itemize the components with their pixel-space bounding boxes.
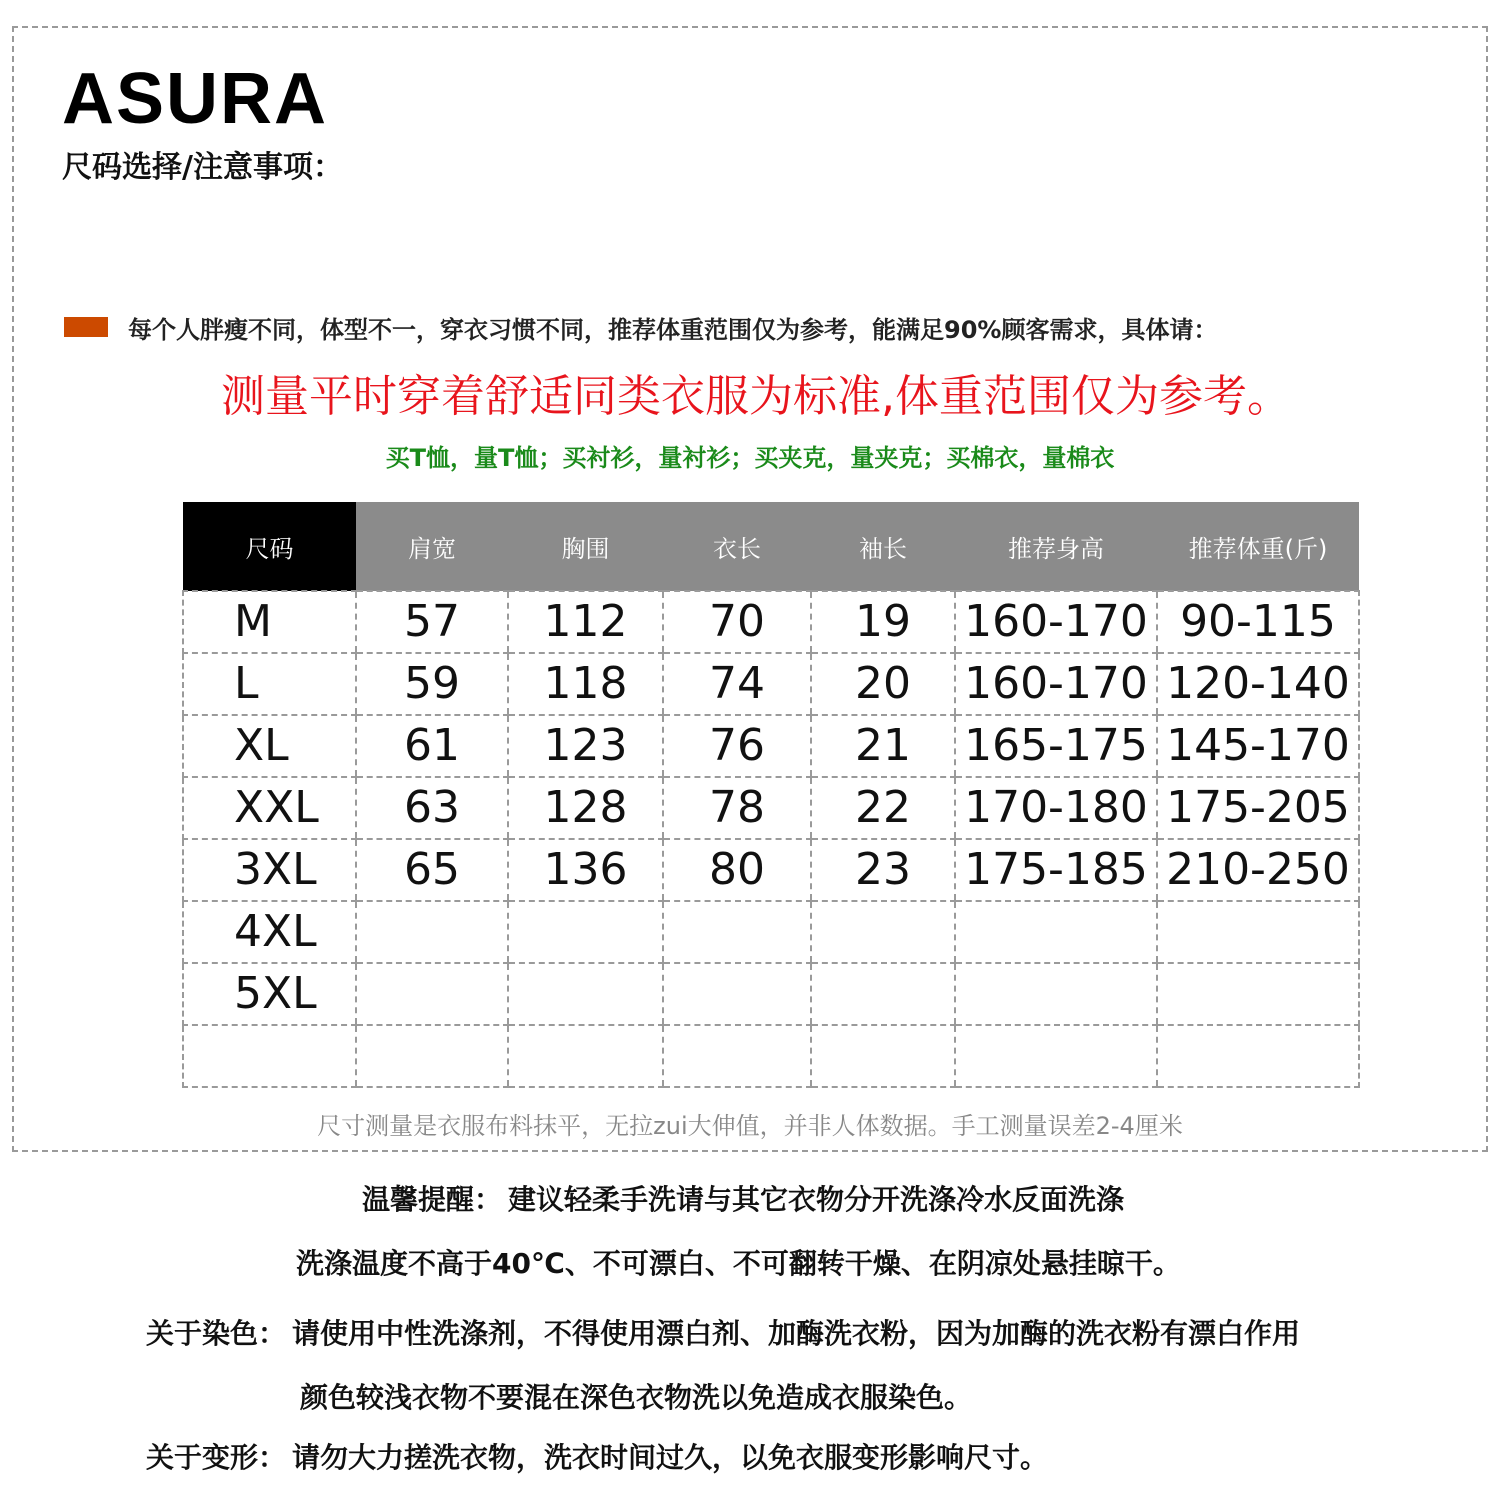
table-cell: 19 [811,591,955,653]
table-header-row [183,502,1359,591]
table-cell: 123 [508,715,663,777]
care-reminder-line2: 洗涤温度不高于40℃、不可漂白、不可翻转干燥、在阴凉处悬挂晾干。 [296,1247,1181,1280]
table-cell: XXL [183,777,356,839]
table-cell [1157,1025,1359,1087]
table-row [183,653,1359,715]
table-cell: 65 [356,839,508,901]
table-cell: 120-140 [1157,653,1359,715]
table-cell: 57 [356,591,508,653]
table-row [183,777,1359,839]
table-cell: 59 [356,653,508,715]
table-cell: 61 [356,715,508,777]
bullet-square-icon [64,317,108,337]
brand-logo: ASURA [62,59,329,139]
table-row [183,839,1359,901]
table-cell [955,901,1157,963]
care-deform-label: 关于变形： [146,1441,287,1474]
table-cell [955,1025,1157,1087]
care-reminder-text: 建议轻柔手洗请与其它衣物分开洗涤冷水反面洗涤 [508,1183,1125,1216]
table-cell [811,901,955,963]
table-cell: 80 [663,839,811,901]
table-cell: 23 [811,839,955,901]
table-cell [663,901,811,963]
care-dye-text: 请使用中性洗涤剂，不得使用漂白剂、加酶洗衣粉，因为加酶的洗衣粉有漂白作用 [292,1317,1301,1350]
table-cell: L [183,653,356,715]
table-cell [356,901,508,963]
table-row [183,901,1359,963]
table-cell: 22 [811,777,955,839]
table-row [183,591,1359,653]
table-cell [811,1025,955,1087]
table-cell [356,963,508,1025]
care-reminder-label: 温馨提醒： [362,1183,503,1216]
table-cell: 21 [811,715,955,777]
care-deform-text: 请勿大力搓洗衣物，洗衣时间过久，以免衣服变形影响尺寸。 [292,1441,1049,1474]
table-cell: 63 [356,777,508,839]
table-cell: 90-115 [1157,591,1359,653]
care-dye-line2: 颜色较浅衣物不要混在深色衣物洗以免造成衣服染色。 [300,1381,973,1414]
header-sleeve: 袖长 [811,502,955,591]
care-dye-line1 [146,1312,1300,1352]
care-reminder-line1 [362,1178,1124,1218]
size-table [182,502,1360,1088]
care-deform-line [146,1436,1048,1476]
header-shoulder: 肩宽 [356,502,508,591]
measure-note: 尺寸测量是衣服布料抹平，无拉zui大伸值，并非人体数据。手工测量误差2-4厘米 [317,1112,1183,1140]
table-cell: 78 [663,777,811,839]
table-row [183,963,1359,1025]
table-cell: 128 [508,777,663,839]
table-cell [183,1025,356,1087]
note-row [64,312,1217,342]
table-cell: XL [183,715,356,777]
table-cell: 3XL [183,839,356,901]
table-cell: 112 [508,591,663,653]
table-cell: 136 [508,839,663,901]
highlight-text: 测量平时穿着舒适同类衣服为标准,体重范围仅为参考。 [221,371,1291,422]
table-cell [508,963,663,1025]
table-cell: 5XL [183,963,356,1025]
table-cell: 175-185 [955,839,1157,901]
table-cell: 145-170 [1157,715,1359,777]
header-length: 衣长 [663,502,811,591]
table-cell [1157,901,1359,963]
table-cell [508,901,663,963]
table-cell [356,1025,508,1087]
note-text: 每个人胖瘦不同，体型不一，穿衣习惯不同，推荐体重范围仅为参考，能满足90%顾客需求，具体请： [128,315,1218,344]
table-cell: 76 [663,715,811,777]
table-row [183,1025,1359,1087]
table-cell: 118 [508,653,663,715]
table-cell: 170-180 [955,777,1157,839]
table-cell: 175-205 [1157,777,1359,839]
table-cell: 20 [811,653,955,715]
table-cell: 70 [663,591,811,653]
page-subtitle: 尺码选择/注意事项： [62,150,343,185]
care-dye-label: 关于染色： [146,1317,287,1350]
table-cell [811,963,955,1025]
table-cell: 160-170 [955,591,1157,653]
table-cell: M [183,591,356,653]
table-cell: 165-175 [955,715,1157,777]
header-height: 推荐身高 [955,502,1157,591]
table-cell: 160-170 [955,653,1157,715]
table-cell: 210-250 [1157,839,1359,901]
table-cell [663,1025,811,1087]
header-size: 尺码 [183,502,356,591]
header-chest: 胸围 [508,502,663,591]
table-cell [955,963,1157,1025]
table-row [183,715,1359,777]
header-weight: 推荐体重(斤) [1157,502,1359,591]
tip-text: 买T恤，量T恤；买衬衫，量衬衫；买夹克，量夹克；买棉衣，量棉衣 [385,444,1115,472]
table-cell: 4XL [183,901,356,963]
table-cell [508,1025,663,1087]
table-cell [1157,963,1359,1025]
table-cell [663,963,811,1025]
table-cell: 74 [663,653,811,715]
